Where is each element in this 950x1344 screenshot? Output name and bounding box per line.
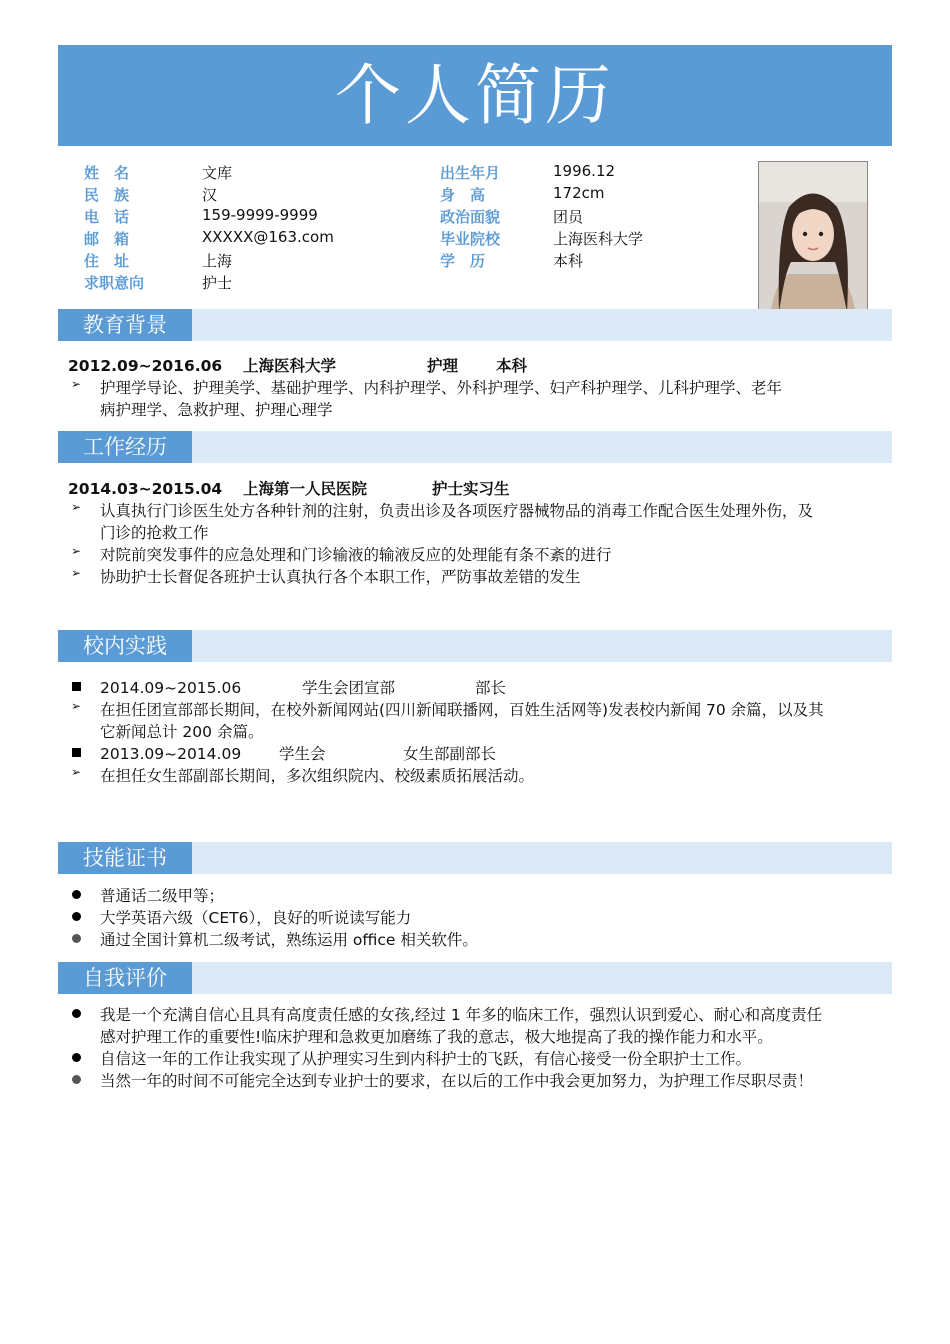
work-item-2: 对院前突发事件的应急处理和门诊输液的输液反应的处理能有条不紊的进行 — [100, 546, 612, 564]
arrow-bullet-icon: ➢ — [70, 377, 82, 391]
campus-entry-2-period: 2013.09~2014.09 — [100, 745, 242, 763]
info-value-birth: 1996.12 — [553, 162, 616, 180]
section-education — [58, 309, 892, 341]
work-company: 上海第一人民医院 — [243, 480, 368, 498]
campus-entry-2-role: 女生部副部长 — [403, 745, 497, 763]
info-value-ethnicity: 汉 — [202, 186, 218, 204]
section-heading-self-eval: 自我评价 — [58, 962, 192, 994]
education-courses: 护理学导论、护理美学、基础护理学、内科护理学、外科护理学、妇产科护理学、儿科护理学、老年 — [100, 379, 783, 397]
work-position: 护士实习生 — [432, 480, 510, 498]
info-value-address: 上海 — [202, 252, 233, 270]
info-value-name: 文库 — [202, 164, 233, 182]
section-heading-skills: 技能证书 — [58, 842, 192, 874]
dot-bullet-icon — [68, 1004, 84, 1022]
work-item-1: 认真执行门诊医生处方各种针剂的注射，负责出诊及各项医疗器械物品的消毒工作配合医生处理外伤，及 — [100, 502, 814, 520]
info-label-political: 政治面貌 — [440, 208, 501, 226]
square-bullet-icon — [68, 677, 84, 695]
section-skills — [58, 842, 892, 874]
campus-entry-1-org: 学生会团宣部 — [302, 679, 396, 697]
campus-entry-1-role: 部长 — [475, 679, 507, 697]
info-label-school: 毕业院校 — [440, 230, 501, 248]
self-eval-item-2: 自信这一年的工作让我实现了从护理实习生到内科护士的飞跃，有信心接受一份全职护士工作。 — [100, 1050, 752, 1068]
campus-entry-1-desc: 在担任团宣部部长期间，在校外新闻网站(四川新闻联播网，百姓生活网等)发表校内新闻 70 余篇，以及其 — [100, 701, 824, 719]
arrow-bullet-icon: ➢ — [70, 699, 82, 713]
info-label-degree: 学 历 — [440, 252, 486, 270]
info-label-name: 姓 名 — [84, 164, 130, 182]
info-value-political: 团员 — [553, 208, 584, 226]
dot-bullet-icon — [68, 1070, 84, 1088]
dot-bullet-icon — [68, 929, 84, 947]
campus-entry-1-period: 2014.09~2015.06 — [100, 679, 242, 697]
info-value-email: XXXXX@163.com — [202, 228, 334, 246]
info-label-height: 身 高 — [440, 186, 486, 204]
info-value-school: 上海医科大学 — [553, 230, 644, 248]
work-item-1-cont: 门诊的抢救工作 — [100, 524, 209, 542]
skill-item-2: 大学英语六级（CET6），良好的听说读写能力 — [100, 909, 412, 927]
education-major: 护理 — [427, 357, 459, 375]
campus-entry-1-desc-cont: 它新闻总计 200 余篇。 — [100, 723, 264, 741]
dot-bullet-icon — [68, 907, 84, 925]
skill-item-3: 通过全国计算机二级考试，熟练运用 office 相关软件。 — [100, 931, 478, 949]
section-self-eval — [58, 962, 892, 994]
arrow-bullet-icon: ➢ — [70, 566, 82, 580]
section-heading-campus: 校内实践 — [58, 630, 192, 662]
info-value-degree: 本科 — [553, 252, 584, 270]
self-eval-item-3: 当然一年的时间不可能完全达到专业护士的要求，在以后的工作中我会更加努力，为护理工作尽职尽责！ — [100, 1072, 814, 1090]
info-label-address: 住 址 — [84, 252, 130, 270]
info-label-ethnicity: 民 族 — [84, 186, 130, 204]
section-heading-work: 工作经历 — [58, 431, 192, 463]
campus-entry-2-desc: 在担任女生部副部长期间，多次组织院内、校级素质拓展活动。 — [100, 767, 535, 785]
profile-photo — [758, 161, 868, 327]
info-label-email: 邮 箱 — [84, 230, 130, 248]
work-item-3: 协助护士长督促各班护士认真执行各个本职工作，严防事故差错的发生 — [100, 568, 581, 586]
info-value-objective: 护士 — [202, 274, 233, 292]
education-school: 上海医科大学 — [243, 357, 337, 375]
dot-bullet-icon — [68, 885, 84, 903]
self-eval-item-1-cont: 感对护理工作的重要性!临床护理和急救更加磨练了我的意志，极大地提高了我的操作能力和水平。 — [100, 1028, 773, 1046]
section-heading-education: 教育背景 — [58, 309, 192, 341]
arrow-bullet-icon: ➢ — [70, 765, 82, 779]
info-value-phone: 159-9999-9999 — [202, 206, 318, 224]
dot-bullet-icon — [68, 1048, 84, 1066]
section-work — [58, 431, 892, 463]
portrait-image — [759, 162, 867, 326]
info-label-birth: 出生年月 — [440, 164, 501, 182]
info-label-objective: 求职意向 — [84, 274, 145, 292]
section-campus — [58, 630, 892, 662]
education-degree: 本科 — [496, 357, 528, 375]
info-label-phone: 电 话 — [84, 208, 130, 226]
arrow-bullet-icon: ➢ — [70, 544, 82, 558]
info-value-height: 172cm — [553, 184, 605, 202]
arrow-bullet-icon: ➢ — [70, 500, 82, 514]
education-courses-cont: 病护理学、急救护理、护理心理学 — [100, 401, 333, 419]
resume-title: 个人简历 — [58, 45, 892, 146]
self-eval-item-1: 我是一个充满自信心且具有高度责任感的女孩,经过 1 年多的临床工作，强烈认识到爱心、耐心和高度责任 — [100, 1006, 823, 1024]
square-bullet-icon — [68, 743, 84, 761]
campus-entry-2-org: 学生会 — [279, 745, 326, 763]
skill-item-1: 普通话二级甲等； — [100, 887, 225, 905]
education-period: 2012.09~2016.06 — [68, 357, 223, 375]
work-period: 2014.03~2015.04 — [68, 480, 223, 498]
